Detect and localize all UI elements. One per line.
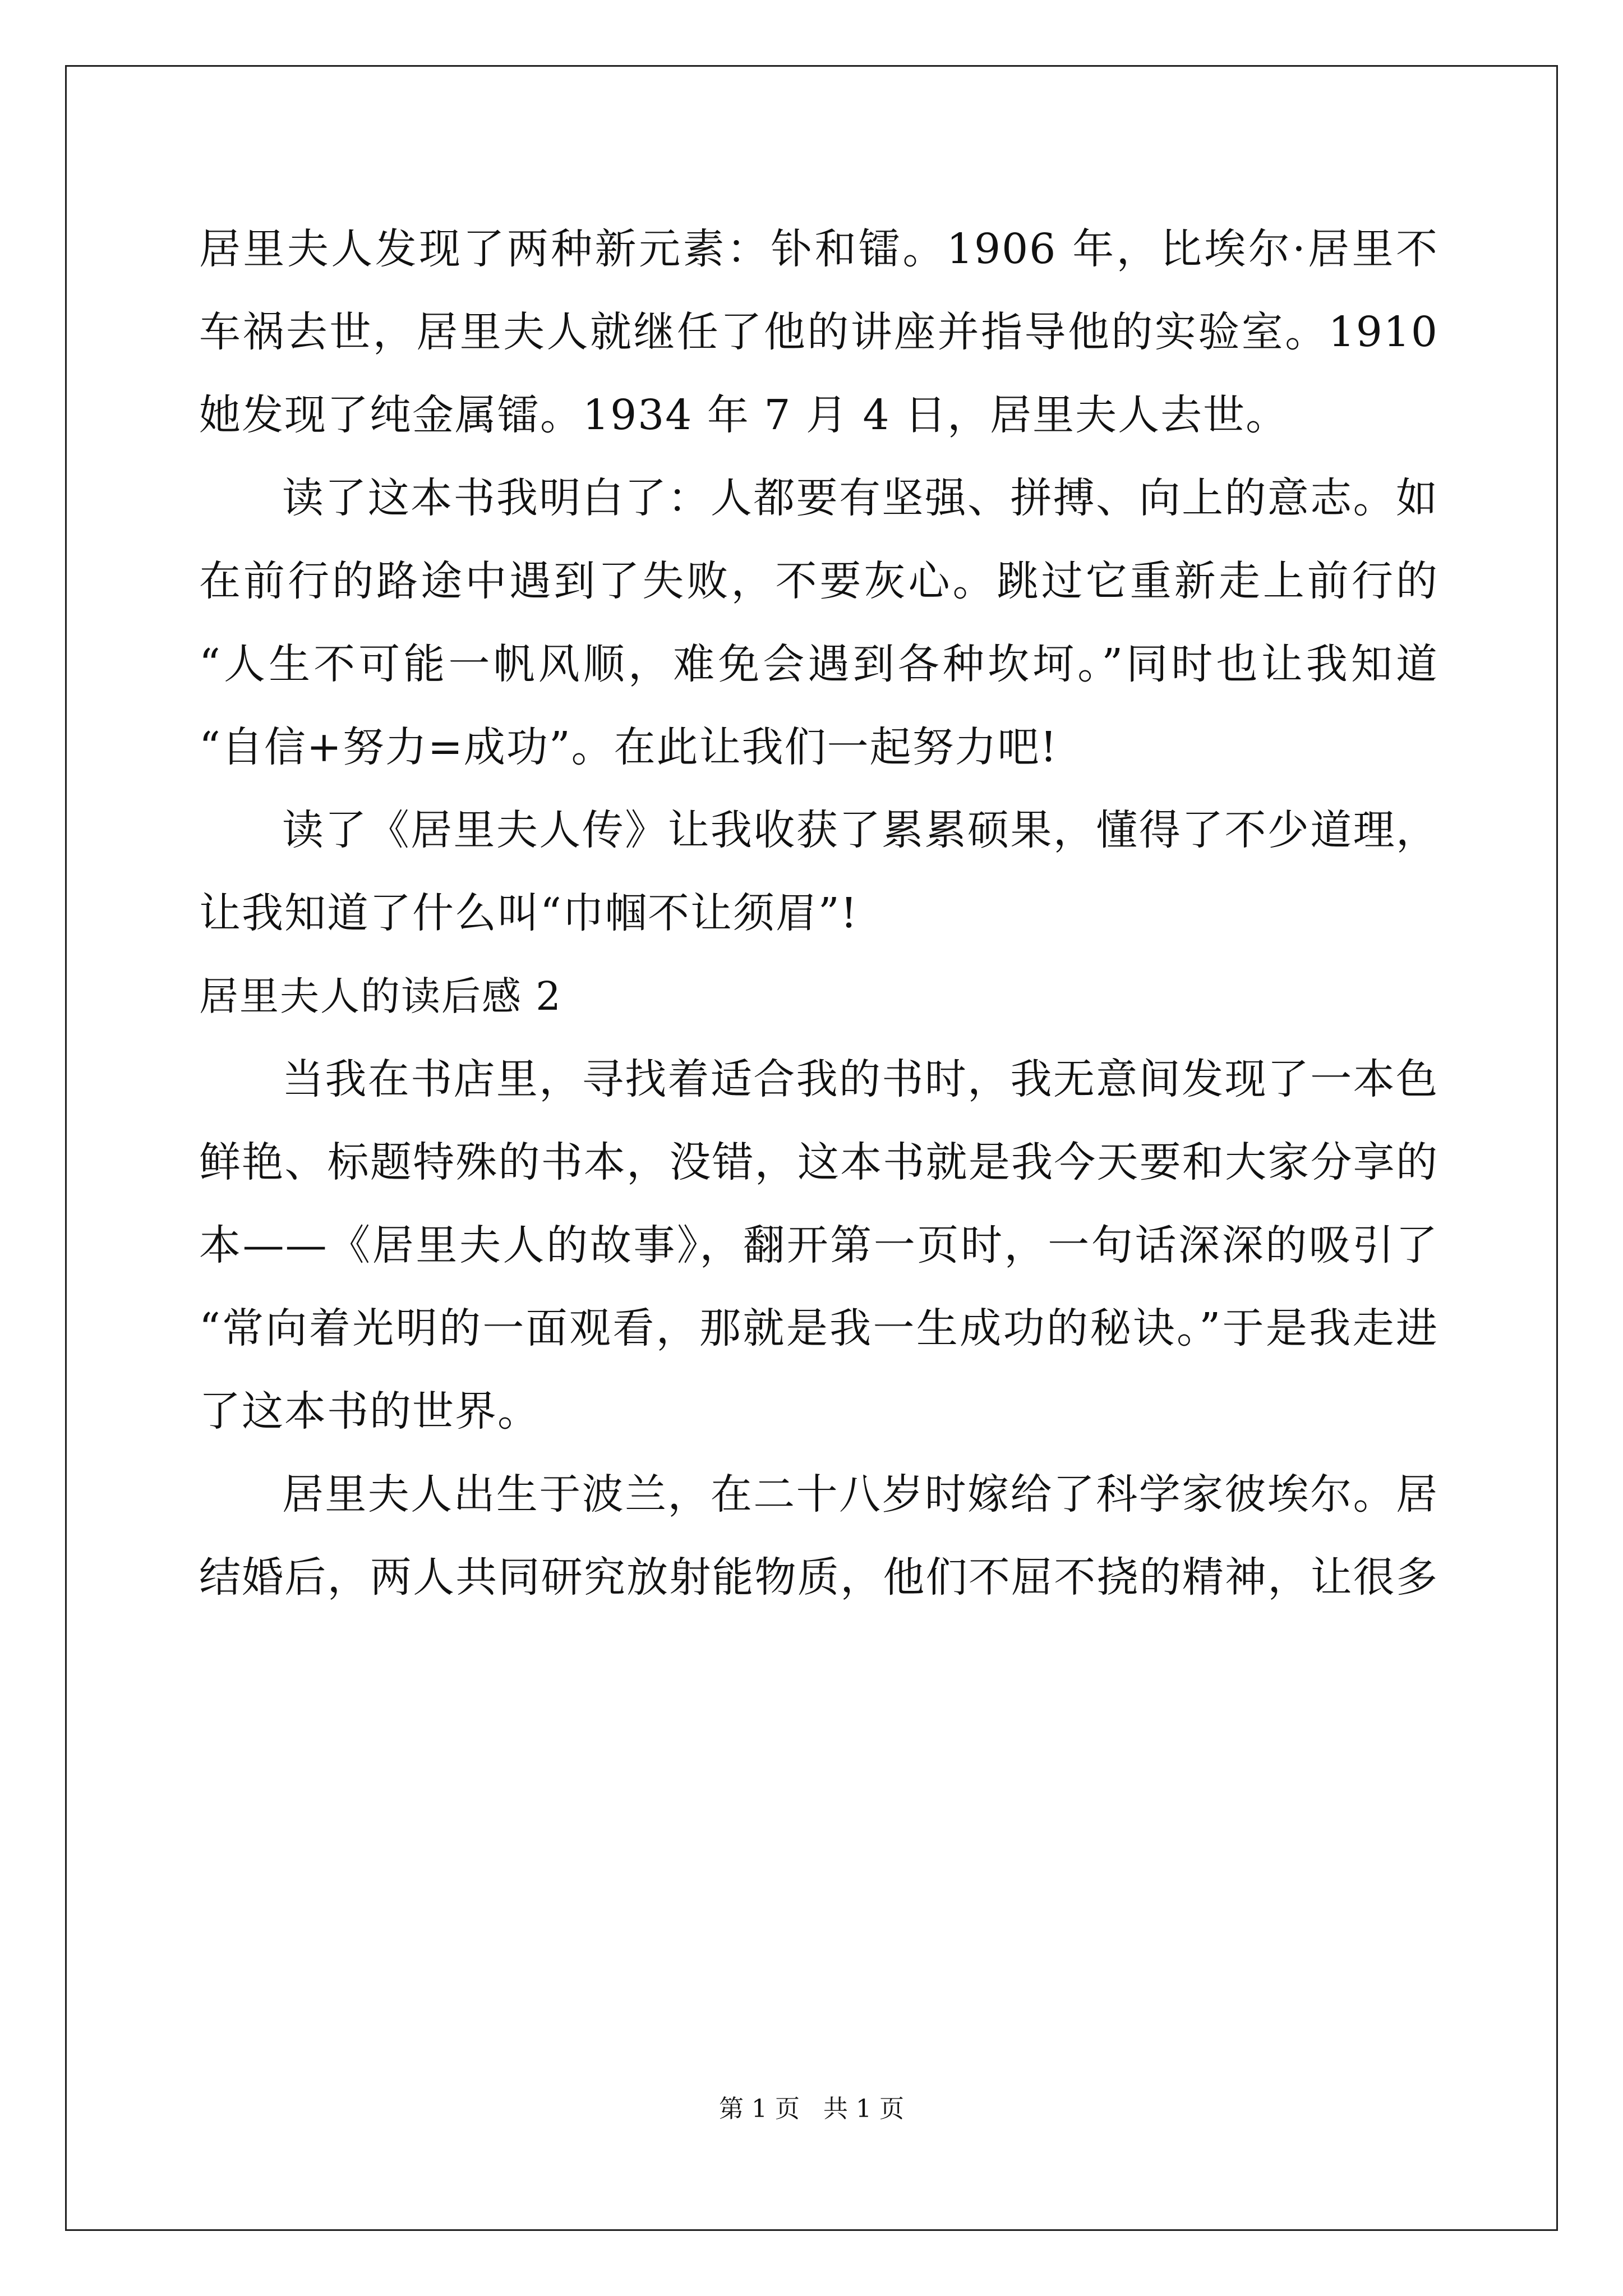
section-heading: 居里夫人的读后感 2 xyxy=(199,973,562,1019)
paragraph-line: 鲜艳、标题特殊的书本，没错，这本书就是我今天要和大家分享的 xyxy=(199,1138,1438,1186)
paragraph-line: 结婚后，两人共同研究放射能物质，他们不屈不挠的精神，让很多 xyxy=(199,1553,1438,1602)
paragraph-line: “人生不可能一帆风顺，难免会遇到各种坎坷。”同时也让我知道 xyxy=(199,640,1438,688)
paragraph-line: 读了《居里夫人传》让我收获了累累硕果，懂得了不少道理， xyxy=(282,806,1438,854)
document-body xyxy=(199,208,1438,1619)
paragraph-line: “自信+努力=成功”。在此让我们一起努力吧! xyxy=(199,723,1058,771)
paragraph-line: 居里夫人出生于波兰，在二十八岁时嫁给了科学家彼埃尔。居 xyxy=(282,1470,1438,1519)
paragraph-line: 读了这本书我明白了：人都要有坚强、拼搏、向上的意志。如 xyxy=(282,474,1438,522)
paragraph-line: 她发现了纯金属镭。1934 年 7 月 4 日，居里夫人去世。 xyxy=(199,391,1289,439)
paragraph-line: “常向着光明的一面观看，那就是我一生成功的秘诀。”于是我走进 xyxy=(199,1304,1438,1352)
paragraph-line: 了这本书的世界。 xyxy=(199,1387,540,1435)
paragraph-line: 车祸去世，居里夫人就继任了他的讲座并指导他的实验室。1910 xyxy=(199,308,1438,356)
paragraph-line: 让我知道了什么叫“巾帼不让须眉”! xyxy=(199,889,859,937)
paragraph-line: 在前行的路途中遇到了失败，不要灰心。跳过它重新走上前行的 xyxy=(199,557,1438,605)
page-footer: 第 1 页 共 1 页 xyxy=(719,2095,904,2123)
paragraph-line: 居里夫人发现了两种新元素：钋和镭。1906 年，比埃尔·居里不 xyxy=(199,225,1438,273)
paragraph-line: 当我在书店里，寻找着适合我的书时，我无意间发现了一本色 xyxy=(282,1055,1438,1103)
paragraph-line: 本——《居里夫人的故事》，翻开第一页时，一句话深深的吸引了 xyxy=(199,1221,1438,1269)
